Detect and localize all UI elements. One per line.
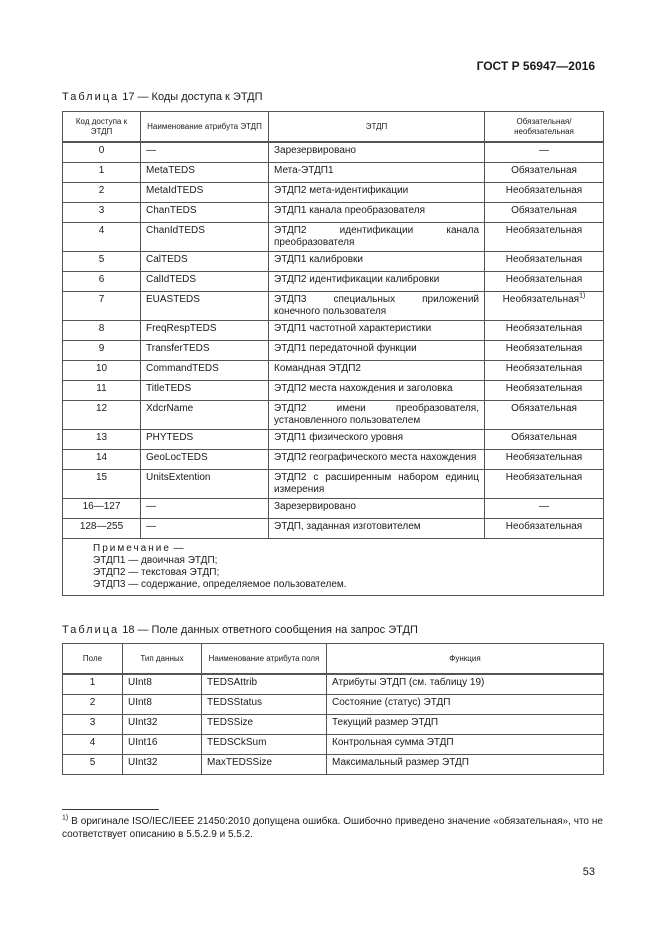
table-row: [63, 361, 604, 381]
cell-required-text: Необязательная: [505, 185, 583, 196]
cell-field: 1: [63, 674, 123, 695]
cell-code-text: 8: [98, 323, 105, 334]
cell-required-text: Необязательная: [505, 343, 583, 354]
cell-code: [63, 470, 141, 499]
cell-teds-text: ЭТДП2 идентификации калибровки: [274, 274, 440, 285]
cell-attribute-name: [141, 430, 269, 450]
cell-attribute-name: [141, 519, 269, 539]
cell-attribute-name-text: MetaTEDS: [146, 165, 195, 176]
cell-required: [485, 142, 604, 163]
cell-code: [63, 361, 141, 381]
cell-teds: [269, 499, 485, 519]
cell-teds: [269, 450, 485, 470]
cell-teds: [269, 292, 485, 321]
cell-required-text: Необязательная: [505, 521, 583, 532]
table-row: [63, 470, 604, 499]
cell-attribute-name: [141, 292, 269, 321]
table17-note: [63, 539, 604, 596]
cell-teds-text: Зарезервировано: [274, 145, 356, 156]
cell-field: 4: [63, 735, 123, 755]
cell-teds-text: ЭТДП1 физического уровня: [274, 432, 404, 443]
cell-teds-text: ЭТДП2 географического места нахождения: [274, 452, 477, 463]
cell-field: 5: [63, 755, 123, 775]
cell-required: [485, 381, 604, 401]
table-row: [63, 183, 604, 203]
table17-caption-label: Таблица: [62, 91, 120, 103]
cell-attribute-name-text: —: [146, 145, 156, 156]
cell-required: [485, 499, 604, 519]
column-header-field-attribute-name: Наименование атрибута поля: [202, 644, 327, 675]
cell-required: [485, 252, 604, 272]
cell-teds-text: ЭТДП2 имени преобразователя, установленного пользователем: [274, 403, 479, 426]
footnote-text: В оригинале ISO/IEC/IEEE 21450:2010 допущена ошибка. Ошибочно приведено значение «обязательная», что не соответствует описанию в 5.5.2.9 и 5.5.2.: [62, 816, 603, 840]
cell-teds: [269, 203, 485, 223]
cell-teds-text: ЭТДП3 специальных приложений конечного пользователя: [274, 294, 479, 317]
note-label-suffix: —: [170, 543, 184, 554]
cell-required-text: Необязательная: [505, 274, 583, 285]
cell-attribute-name-text: GeoLocTEDS: [146, 452, 208, 463]
table-row: [63, 292, 604, 321]
cell-code: [63, 252, 141, 272]
cell-required: [485, 321, 604, 341]
note-line: ЭТДП1 — двоичная ЭТДП;: [93, 555, 218, 566]
cell-required: [485, 470, 604, 499]
column-header-attribute-name: Наименование атрибута ЭТДП: [141, 112, 269, 143]
cell-function: Состояние (статус) ЭТДП: [327, 695, 604, 715]
cell-required: [485, 223, 604, 252]
cell-required: [485, 163, 604, 183]
cell-teds: [269, 381, 485, 401]
table-row: [63, 430, 604, 450]
cell-required: [485, 341, 604, 361]
cell-required: [485, 450, 604, 470]
cell-required-text: Необязательная: [505, 323, 583, 334]
cell-teds: [269, 361, 485, 381]
cell-attribute-name-text: XdcrName: [146, 403, 194, 414]
table18-caption-text: 18 — Поле данных ответного сообщения на запрос ЭТДП: [122, 624, 418, 636]
cell-code-text: 3: [98, 205, 105, 216]
cell-teds-text: ЭТДП, заданная изготовителем: [274, 521, 421, 532]
table18-caption: [62, 624, 418, 636]
cell-function: Максимальный размер ЭТДП: [327, 755, 604, 775]
cell-teds-text: ЭТДП2 места нахождения и заголовка: [274, 383, 453, 394]
table-row: [63, 695, 604, 715]
cell-code-text: 5: [98, 254, 105, 265]
column-header-field: Поле: [63, 644, 123, 675]
table-row: [63, 203, 604, 223]
cell-teds: [269, 321, 485, 341]
cell-required-text: —: [539, 501, 549, 512]
note-line: ЭТДП3 — содержание, определяемое пользователем.: [93, 579, 347, 590]
table17-note-row: [63, 539, 604, 596]
cell-field: 3: [63, 715, 123, 735]
cell-teds: [269, 183, 485, 203]
cell-attribute-name: [141, 142, 269, 163]
cell-code-text: 10: [95, 363, 108, 374]
cell-code-text: 16—127: [82, 501, 121, 512]
cell-attribute-name-text: ChanIdTEDS: [146, 225, 205, 236]
cell-attribute-name-text: PHYTEDS: [146, 432, 194, 443]
cell-code: [63, 272, 141, 292]
cell-field: 2: [63, 695, 123, 715]
cell-teds-text: Зарезервировано: [274, 501, 356, 512]
cell-teds-text: ЭТДП1 передаточной функции: [274, 343, 417, 354]
footnote-marker: 1): [62, 814, 69, 822]
cell-code-text: 128—255: [79, 521, 124, 532]
cell-function: Контрольная сумма ЭТДП: [327, 735, 604, 755]
table-row: [63, 755, 604, 775]
cell-code-text: 7: [98, 294, 105, 305]
table-row: [63, 223, 604, 252]
cell-attribute-name-text: FreqRespTEDS: [146, 323, 217, 334]
cell-code: [63, 223, 141, 252]
cell-required: [485, 203, 604, 223]
cell-attribute-name-text: CalIdTEDS: [146, 274, 197, 285]
column-header-required: Обязательная/ необязательная: [485, 112, 604, 143]
table17-header-row: [63, 112, 604, 143]
cell-code-text: 13: [95, 432, 108, 443]
cell-code: [63, 183, 141, 203]
cell-code-text: 9: [98, 343, 105, 354]
cell-teds-text: ЭТДП1 канала преобразователя: [274, 205, 426, 216]
cell-required: [485, 292, 604, 321]
cell-attribute-name: [141, 272, 269, 292]
cell-required-text: Необязательная: [505, 363, 583, 374]
cell-code: [63, 450, 141, 470]
table-row: [63, 163, 604, 183]
column-header-data-type: Тип данных: [123, 644, 202, 675]
cell-teds: [269, 470, 485, 499]
table-row: [63, 401, 604, 430]
cell-code: [63, 203, 141, 223]
cell-teds-text: ЭТДП1 частотной характеристики: [274, 323, 432, 334]
cell-code: [63, 292, 141, 321]
cell-teds-text: Командная ЭТДП2: [274, 363, 361, 374]
cell-code: [63, 163, 141, 183]
cell-attribute-name-text: UnitsExtention: [146, 472, 211, 483]
cell-code-text: 15: [95, 472, 108, 483]
table-row: [63, 321, 604, 341]
document-id: ГОСТ Р 56947—2016: [476, 59, 595, 73]
table18-header-row: [63, 644, 604, 675]
cell-code-text: 1: [98, 165, 105, 176]
cell-data-type: UInt16: [123, 735, 202, 755]
cell-attribute-name: [141, 252, 269, 272]
cell-required-text: Необязательная: [505, 472, 583, 483]
cell-attribute-name: [141, 321, 269, 341]
cell-teds-text: ЭТДП2 мета-идентификации: [274, 185, 409, 196]
cell-teds-text: ЭТДП2 с расширенным набором единиц измерения: [274, 472, 479, 495]
table17-caption-text: 17 — Коды доступа к ЭТДП: [122, 91, 263, 103]
cell-code: [63, 321, 141, 341]
cell-attribute-name-text: ChanTEDS: [146, 205, 197, 216]
cell-attribute-name: [141, 223, 269, 252]
column-header-function: Функция: [327, 644, 604, 675]
cell-field-attribute-name: TEDSCkSum: [202, 735, 327, 755]
cell-code: [63, 401, 141, 430]
cell-attribute-name: [141, 470, 269, 499]
cell-attribute-name: [141, 341, 269, 361]
cell-attribute-name: [141, 203, 269, 223]
cell-attribute-name-text: MetaIdTEDS: [146, 185, 204, 196]
cell-code: [63, 499, 141, 519]
cell-data-type: UInt8: [123, 674, 202, 695]
cell-required-text: Обязательная: [511, 165, 577, 176]
cell-teds: [269, 163, 485, 183]
cell-attribute-name-text: EUASTEDS: [146, 294, 200, 305]
cell-teds: [269, 223, 485, 252]
cell-field-attribute-name: TEDSStatus: [202, 695, 327, 715]
table-row: [63, 735, 604, 755]
cell-required: [485, 401, 604, 430]
table-17-access-codes: [62, 111, 604, 596]
cell-required-text: Обязательная: [511, 403, 577, 414]
cell-data-type: UInt32: [123, 715, 202, 735]
cell-required-text: Необязательная: [505, 383, 583, 394]
cell-attribute-name: [141, 450, 269, 470]
cell-teds-text: ЭТДП1 калибровки: [274, 254, 363, 265]
column-header-teds: ЭТДП: [269, 112, 485, 143]
table-18-teds-response-fields: [62, 643, 604, 775]
cell-code-text: 12: [95, 403, 108, 414]
cell-required: [485, 361, 604, 381]
footnote: [62, 815, 603, 841]
cell-required: [485, 272, 604, 292]
cell-code-text: 0: [98, 145, 105, 156]
cell-code-text: 2: [98, 185, 105, 196]
table-row: [63, 272, 604, 292]
cell-required: [485, 519, 604, 539]
cell-attribute-name: [141, 183, 269, 203]
cell-teds: [269, 430, 485, 450]
table-row: [63, 142, 604, 163]
cell-attribute-name-text: —: [146, 521, 156, 532]
footnote-separator: [62, 809, 159, 810]
cell-attribute-name: [141, 401, 269, 430]
table-row: [63, 450, 604, 470]
table-row: [63, 381, 604, 401]
cell-teds-text: ЭТДП2 идентификации канала преобразователя: [274, 225, 479, 248]
cell-code: [63, 142, 141, 163]
table-row: [63, 341, 604, 361]
cell-teds: [269, 519, 485, 539]
cell-code-text: 4: [98, 225, 105, 236]
cell-function: Атрибуты ЭТДП (см. таблицу 19): [327, 674, 604, 695]
table17-caption: [62, 91, 263, 103]
cell-required-text: Обязательная: [511, 205, 577, 216]
cell-code-text: 11: [96, 383, 107, 394]
cell-code: [63, 430, 141, 450]
cell-attribute-name-text: CommandTEDS: [146, 363, 219, 374]
cell-function: Текущий размер ЭТДП: [327, 715, 604, 735]
cell-teds: [269, 401, 485, 430]
note-line: ЭТДП2 — текстовая ЭТДП;: [93, 567, 220, 578]
table-row: [63, 674, 604, 695]
cell-required: [485, 183, 604, 203]
cell-attribute-name-text: CalTEDS: [146, 254, 188, 265]
cell-code-text: 14: [95, 452, 108, 463]
cell-required-text: Необязательная: [505, 452, 583, 463]
cell-teds: [269, 272, 485, 292]
cell-attribute-name: [141, 163, 269, 183]
cell-required-text: Обязательная: [511, 432, 577, 443]
cell-teds: [269, 142, 485, 163]
cell-required-text: —: [539, 145, 549, 156]
cell-required-text: Необязательная: [502, 294, 580, 305]
column-header-code: Код доступа к ЭТДП: [63, 112, 141, 143]
table-row: [63, 715, 604, 735]
table-row: [63, 519, 604, 539]
cell-field-attribute-name: TEDSAttrib: [202, 674, 327, 695]
cell-attribute-name-text: TitleTEDS: [146, 383, 192, 394]
cell-attribute-name: [141, 381, 269, 401]
page-number: 53: [582, 866, 595, 878]
cell-data-type: UInt32: [123, 755, 202, 775]
cell-teds-text: Мета-ЭТДП1: [274, 165, 334, 176]
cell-required: [485, 430, 604, 450]
cell-attribute-name: [141, 361, 269, 381]
cell-attribute-name-text: —: [146, 501, 156, 512]
cell-code: [63, 519, 141, 539]
cell-attribute-name: [141, 499, 269, 519]
cell-code: [63, 381, 141, 401]
cell-field-attribute-name: TEDSSize: [202, 715, 327, 735]
cell-attribute-name-text: TransferTEDS: [146, 343, 210, 354]
cell-required-text: Необязательная: [505, 225, 583, 236]
note-label: Примечание: [93, 543, 171, 554]
cell-field-attribute-name: MaxTEDSSize: [202, 755, 327, 775]
table-row: [63, 499, 604, 519]
cell-code-text: 6: [98, 274, 105, 285]
cell-teds: [269, 341, 485, 361]
cell-data-type: UInt8: [123, 695, 202, 715]
cell-code: [63, 341, 141, 361]
cell-required-text: Необязательная: [505, 254, 583, 265]
table-row: [63, 252, 604, 272]
table18-caption-label: Таблица: [62, 624, 120, 636]
cell-teds: [269, 252, 485, 272]
footnote-ref: 1): [579, 292, 586, 300]
